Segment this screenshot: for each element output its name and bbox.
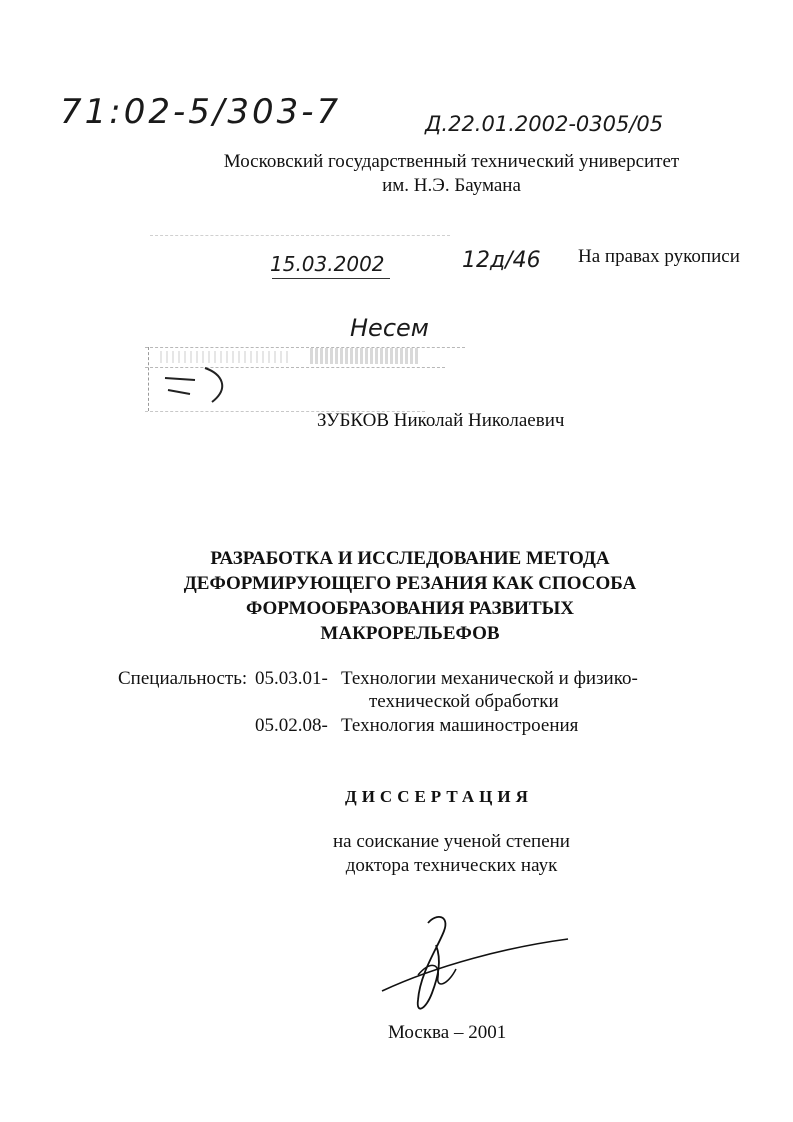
degree-line-2: доктора технических наук [345, 855, 558, 876]
specialty-name-2: Технология машиностроения [341, 715, 579, 736]
handwritten-stamp-signature: Несем [350, 314, 429, 342]
degree-line-1: на соискание ученой степени [333, 831, 570, 852]
stamp-scribble-icon [160, 360, 260, 410]
handwritten-catalog-number: 71:02-5/303-7 [60, 92, 342, 132]
specialty-label: Специальность: [118, 668, 248, 689]
handwritten-registration-note: Д.22.01.2002-0305/05 [425, 112, 664, 136]
rights-note: На правах рукописи [578, 246, 740, 267]
university-named-after: им. Н.Э. Баумана [382, 175, 521, 196]
author-name: ЗУБКОВ Николай Николаевич [317, 410, 565, 431]
stamp-faint-text [310, 348, 420, 364]
document-type: ДИССЕРТАЦИЯ [345, 787, 533, 806]
specialty-name-1-line-1: Технологии механической и физико- [341, 668, 638, 689]
signature-icon [378, 905, 578, 1025]
handwritten-stamp-number: 12д/46 [462, 248, 541, 273]
title-line-2: ДЕФОРМИРУЮЩЕГО РЕЗАНИЯ КАК СПОСОБА [183, 573, 637, 594]
handwritten-stamp-date: 15.03.2002 [270, 252, 385, 276]
city-year: Москва – 2001 [388, 1022, 507, 1043]
university-name: Московский государственный технический университет [223, 151, 680, 172]
dissertation-title [160, 546, 660, 646]
specialty-code-1: 05.03.01- [255, 668, 328, 689]
specialty-name-1-line-2: технической обработки [369, 691, 559, 712]
title-line-1: РАЗРАБОТКА И ИССЛЕДОВАНИЕ МЕТОДА [210, 548, 610, 569]
specialty-code-2: 05.02.08- [255, 715, 328, 736]
title-line-3: ФОРМООБРАЗОВАНИЯ РАЗВИТЫХ МАКРОРЕЛЬЕФОВ [245, 598, 575, 644]
stamp-date-underline [272, 278, 390, 279]
